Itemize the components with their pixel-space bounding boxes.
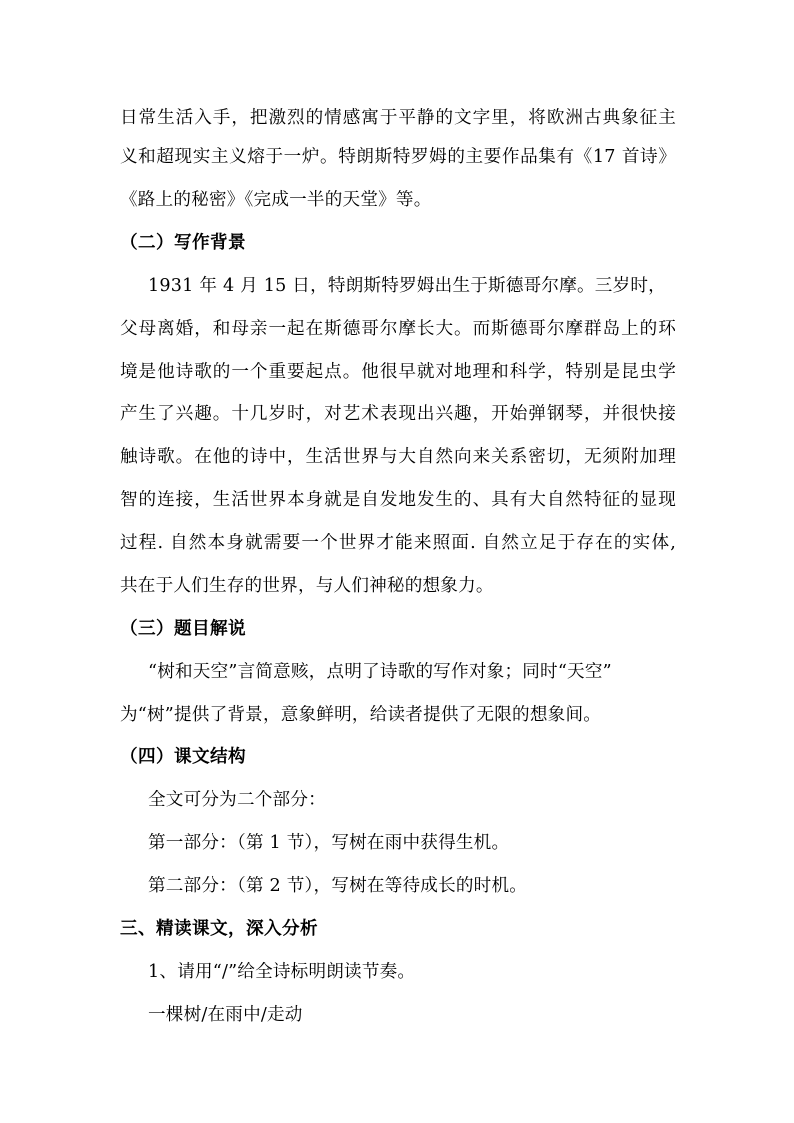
paragraph-line: 产生了兴趣。十几岁时，对艺术表现出兴趣，开始弹钢琴，并很快接 [120, 404, 676, 424]
paragraph-line: 1、请用“/”给全诗标明朗读节奏。 [148, 962, 416, 982]
paragraph-line: 全文可分为二个部分： [148, 790, 326, 810]
paragraph-line: 触诗歌。在他的诗中，生活世界与大自然向来关系密切，无须附加理 [120, 447, 676, 467]
paragraph-line: 日常生活入手，把激烈的情感寓于平静的文字里，将欧洲古典象征主 [120, 108, 676, 128]
section-heading-title-explanation: （三）题目解说 [120, 618, 246, 639]
paragraph-line: 一棵树/在雨中/走动 [148, 1005, 303, 1025]
paragraph-line: 第一部分：（第 1 节），写树在雨中获得生机。 [148, 833, 510, 853]
paragraph-line: 义和超现实主义熔于一炉。特朗斯特罗姆的主要作品集有《17 首诗》 [120, 147, 676, 167]
section-heading-writing-background: （二）写作背景 [120, 232, 246, 253]
paragraph-line: 第二部分：（第 2 节），写树在等待成长的时机。 [148, 876, 528, 896]
section-heading-text-structure: （四）课文结构 [120, 746, 246, 767]
paragraph-line: 为“树”提供了背景，意象鲜明，给读者提供了无限的想象间。 [120, 705, 602, 725]
paragraph-line: 父母离婚，和母亲一起在斯德哥尔摩长大。而斯德哥尔摩群岛上的环 [120, 319, 676, 339]
paragraph-line: 《路上的秘密》《完成一半的天堂》等。 [120, 190, 432, 210]
paragraph-line: 智的连接，生活世界本身就是自发地发生的、具有大自然特征的显现 [120, 490, 676, 510]
paragraph-line: 境是他诗歌的一个重要起点。他很早就对地理和科学，特别是昆虫学 [120, 362, 676, 382]
paragraph-line: 过程. 自然本身就需要一个世界才能来照面. 自然立足于存在的实体, [120, 533, 676, 553]
paragraph-line: 1931 年 4 月 15 日，特朗斯特罗姆出生于斯德哥尔摩。三岁时， [148, 276, 666, 296]
paragraph-line: “树和天空”言简意赅，点明了诗歌的写作对象；同时“天空” [148, 662, 612, 682]
section-heading-close-reading: 三、精读课文，深入分析 [120, 918, 318, 939]
paragraph-line: 共在于人们生存的世界，与人们神秘的想象力。 [120, 576, 494, 596]
